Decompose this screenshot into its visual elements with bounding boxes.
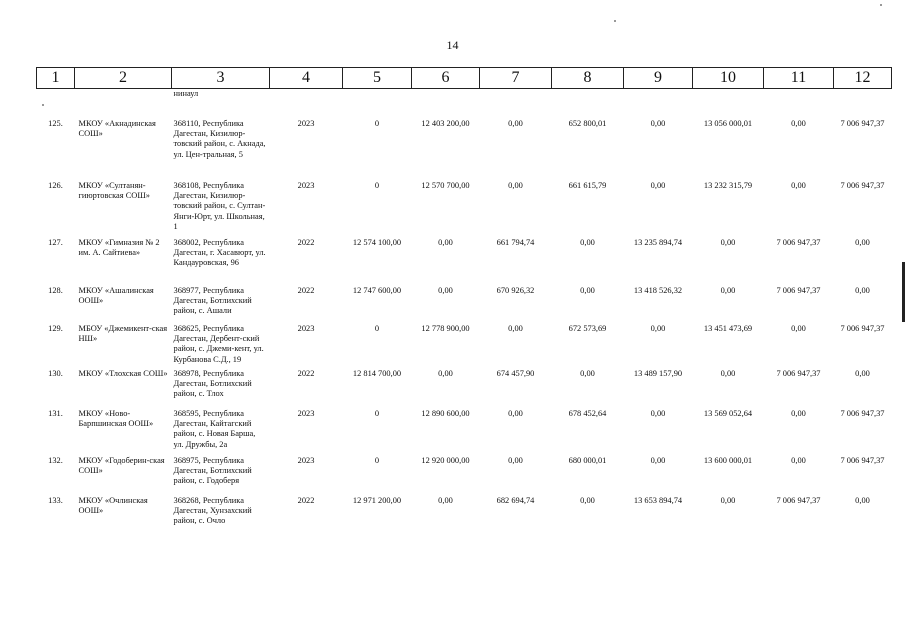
col-10-value: 13 569 052,64: [703, 408, 753, 418]
row-number: 126.: [48, 180, 63, 190]
table: [36, 67, 892, 536]
col-9-value: 13 235 894,74: [633, 237, 683, 247]
col-6-value: 12 890 600,00: [421, 408, 470, 418]
col-6-value: 0,00: [438, 285, 453, 295]
row-number: 132.: [48, 455, 63, 465]
col-5-value: 12 574 100,00: [352, 237, 402, 247]
col-9-value: 0,00: [650, 455, 666, 465]
col-12-value: 0,00: [855, 285, 870, 295]
row-number: 131.: [48, 408, 63, 418]
col-5-value: 0: [374, 408, 380, 418]
col-7-value: 0,00: [508, 118, 523, 128]
col-5-value: 0: [374, 180, 380, 190]
year: 2023: [297, 455, 315, 465]
col-8-value: 652 800,01: [568, 118, 607, 128]
col-9-value: 13 489 157,90: [633, 368, 683, 378]
table-row: [37, 119, 892, 181]
col-8-value: 0,00: [580, 368, 595, 378]
col-12-value: 7 006 947,37: [840, 408, 885, 418]
school-name: МКОУ «Очлинская ООШ»: [78, 495, 148, 515]
year: 2023: [297, 118, 315, 128]
col-5-value: 12 747 600,00: [352, 285, 402, 295]
header-cell-10: 10: [693, 68, 764, 89]
scan-dot: [880, 4, 882, 6]
continuation-address: нинаул: [173, 89, 199, 98]
header-cell-7: 7: [480, 68, 552, 89]
school-address: 368625, Республика Дагестан, Дербент-ский район, с. Джеми-кент, ул. Курбанова С.Д., 19: [173, 323, 264, 364]
col-5-value: 0: [374, 323, 380, 333]
table-row: [37, 496, 892, 536]
col-6-value: 0,00: [438, 495, 453, 505]
col-6-value: 12 403 200,00: [421, 118, 470, 128]
school-address: 368268, Республика Дагестан, Хунзахский район, с. Очло: [173, 495, 252, 526]
financing-table: [36, 67, 891, 536]
col-10-value: 0,00: [720, 495, 736, 505]
header-cell-11: 11: [764, 68, 834, 89]
col-8-value: 0,00: [580, 237, 595, 247]
col-10-value: 0,00: [720, 237, 736, 247]
col-6-value: 0,00: [438, 237, 453, 247]
col-12-value: 7 006 947,37: [840, 455, 885, 465]
col-7-value: 674 457,90: [496, 368, 535, 378]
header-cell-1: 1: [37, 68, 75, 89]
col-10-value: 0,00: [720, 368, 736, 378]
header-cell-4: 4: [270, 68, 343, 89]
col-12-value: 7 006 947,37: [840, 180, 885, 190]
school-address: 368595, Республика Дагестан, Кайтагский район, с. Новая Барша, ул. Дружбы, 2а: [173, 408, 256, 449]
row-number: 125.: [48, 118, 63, 128]
header-cell-5: 5: [343, 68, 412, 89]
table-row: [37, 238, 892, 286]
school-name: МКОУ «Годоберин-ская СОШ»: [78, 455, 165, 475]
row-number: 128.: [48, 285, 63, 295]
col-5-value: 12 814 700,00: [352, 368, 402, 378]
col-11-value: 0,00: [791, 455, 806, 465]
col-10-value: 13 600 000,01: [703, 455, 753, 465]
school-name: МБОУ «Джемикент-ская НШ»: [78, 323, 168, 343]
row-number: 129.: [48, 323, 63, 333]
school-address: 368110, Республика Дагестан, Кизилюр-товский район, с. Акнада, ул. Цен-тральная, 5: [173, 118, 266, 159]
year: 2022: [297, 237, 315, 247]
scan-dot: [614, 20, 616, 22]
col-12-value: 7 006 947,37: [840, 323, 885, 333]
col-9-value: 0,00: [650, 323, 666, 333]
col-8-value: 678 452,64: [568, 408, 607, 418]
col-9-value: 0,00: [650, 118, 666, 128]
header-cell-3: 3: [172, 68, 270, 89]
col-9-value: 13 418 526,32: [633, 285, 683, 295]
school-address: 368977, Республика Дагестан, Ботлихский район, с. Ашали: [173, 285, 252, 316]
col-7-value: 0,00: [508, 323, 523, 333]
table-row: [37, 456, 892, 496]
col-7-value: 0,00: [508, 180, 523, 190]
col-8-value: 0,00: [580, 495, 595, 505]
header-cell-8: 8: [552, 68, 624, 89]
col-5-value: 0: [374, 118, 380, 128]
school-name: МКОУ «Ашалинская ООШ»: [78, 285, 154, 305]
school-address: 368108, Республика Дагестан, Кизилюр-товский район, с. Султан-Янги-Юрт, ул. Школьная, 1: [173, 180, 266, 232]
school-name: МКОУ «Ново-Барпшинская ООШ»: [78, 408, 154, 428]
school-name: МКОУ «Султанян-гиюртовская СОШ»: [78, 180, 150, 200]
col-11-value: 7 006 947,37: [776, 237, 821, 247]
col-11-value: 7 006 947,37: [776, 285, 821, 295]
col-11-value: 0,00: [791, 180, 806, 190]
header-cell-9: 9: [624, 68, 693, 89]
col-8-value: 672 573,69: [568, 323, 607, 333]
table-row: [37, 181, 892, 238]
col-12-value: 0,00: [855, 237, 870, 247]
continuation-row: [37, 89, 892, 119]
school-name: МКОУ «Акнадинская СОШ»: [78, 118, 156, 138]
year: 2022: [297, 495, 315, 505]
col-7-value: 670 926,32: [496, 285, 535, 295]
col-6-value: 12 778 900,00: [421, 323, 470, 333]
row-number: 133.: [48, 495, 63, 505]
header-cell-2: 2: [75, 68, 172, 89]
col-11-value: 0,00: [791, 323, 806, 333]
scan-dot: [42, 104, 44, 106]
col-11-value: 7 006 947,37: [776, 495, 821, 505]
table-row: [37, 369, 892, 409]
school-name: МКОУ «Гимназия № 2 им. А. Сайтиева»: [78, 237, 160, 257]
col-9-value: 0,00: [650, 408, 666, 418]
row-number: 130.: [48, 368, 63, 378]
school-name: МКОУ «Тлохская СОШ»: [78, 368, 168, 378]
school-address: 368002, Республика Дагестан, г. Хасавюрт, ул. Кандауровская, 96: [173, 237, 266, 268]
col-11-value: 7 006 947,37: [776, 368, 821, 378]
col-6-value: 0,00: [438, 368, 453, 378]
year: 2023: [297, 180, 315, 190]
col-12-value: 0,00: [855, 368, 870, 378]
col-11-value: 0,00: [791, 118, 806, 128]
table-body: [37, 89, 892, 536]
col-12-value: 7 006 947,37: [840, 118, 885, 128]
header-cell-6: 6: [412, 68, 480, 89]
school-address: 368975, Республика Дагестан, Ботлихский район, с. Годоберя: [173, 455, 252, 486]
col-7-value: 682 694,74: [496, 495, 535, 505]
col-6-value: 12 570 700,00: [421, 180, 470, 190]
col-9-value: 13 653 894,74: [633, 495, 683, 505]
col-12-value: 0,00: [855, 495, 870, 505]
school-address: 368978, Республика Дагестан, Ботлихский район, с. Тлох: [173, 368, 252, 399]
col-7-value: 0,00: [508, 408, 523, 418]
table-row: [37, 286, 892, 324]
col-10-value: 13 451 473,69: [703, 323, 753, 333]
year: 2023: [297, 323, 315, 333]
year: 2022: [297, 285, 315, 295]
col-8-value: 0,00: [580, 285, 595, 295]
col-7-value: 661 794,74: [496, 237, 535, 247]
col-7-value: 0,00: [508, 455, 523, 465]
col-8-value: 680 000,01: [568, 455, 607, 465]
year: 2023: [297, 408, 315, 418]
header-cell-12: 12: [834, 68, 892, 89]
col-6-value: 12 920 000,00: [421, 455, 470, 465]
col-11-value: 0,00: [791, 408, 806, 418]
col-10-value: 13 232 315,79: [703, 180, 753, 190]
col-9-value: 0,00: [650, 180, 666, 190]
col-5-value: 12 971 200,00: [352, 495, 402, 505]
col-10-value: 13 056 000,01: [703, 118, 753, 128]
col-8-value: 661 615,79: [568, 180, 607, 190]
col-5-value: 0: [374, 455, 380, 465]
year: 2022: [297, 368, 315, 378]
table-row: [37, 409, 892, 456]
table-row: [37, 324, 892, 369]
row-number: 127.: [48, 237, 63, 247]
header-row: [37, 68, 892, 89]
page-number: 14: [446, 38, 459, 52]
col-10-value: 0,00: [720, 285, 736, 295]
